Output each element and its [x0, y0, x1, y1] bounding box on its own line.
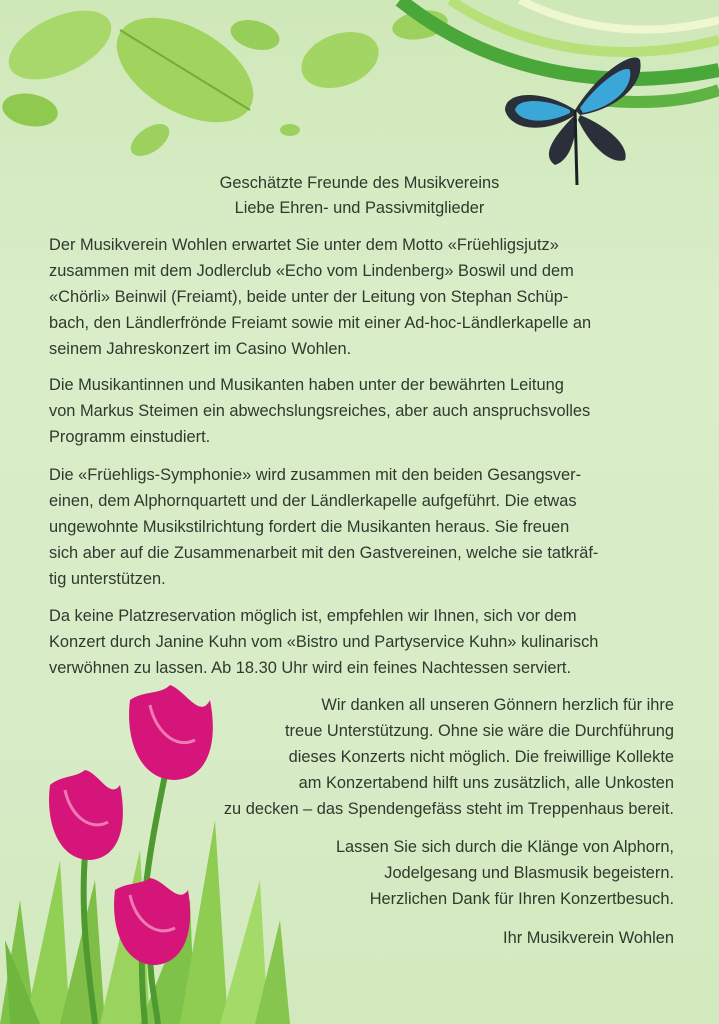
- text-line: einen, dem Alphornquartett und der Ländlerkapelle aufgeführt. Die etwas: [49, 492, 577, 510]
- text-line: Wir danken all unseren Gönnern herzlich für ihre: [321, 696, 674, 714]
- text-line: Jodelgesang und Blasmusik begeistern.: [384, 864, 674, 882]
- signature: [274, 925, 674, 951]
- text-line: von Markus Steimen ein abwechslungsreiches, aber auch anspruchsvolles: [49, 402, 591, 420]
- text-line: «Chörli» Beinwil (Freiamt), beide unter der Leitung von Stephan Schüp-: [49, 288, 569, 306]
- text-line: zusammen mit dem Jodlerclub «Echo vom Lindenberg» Boswil und dem: [49, 262, 574, 280]
- paragraph-intro: [49, 232, 674, 362]
- text-line: seinem Jahreskonzert im Casino Wohlen.: [49, 340, 352, 358]
- paragraph-thanks: [154, 692, 674, 822]
- greeting-block: [0, 170, 719, 220]
- text-line: Die Musikantinnen und Musikanten haben unter der bewährten Leitung: [49, 376, 564, 394]
- text-line: verwöhnen zu lassen. Ab 18.30 Uhr wird ein feines Nachtessen serviert.: [49, 659, 572, 677]
- tulip-icon: [49, 770, 123, 860]
- text-line: Der Musikverein Wohlen erwartet Sie unter dem Motto «Früehligsjutz»: [49, 236, 559, 254]
- text-line: sich aber auf die Zusammenarbeit mit den Gastvereinen, welche sie tatkräf-: [49, 544, 599, 562]
- text-line: dieses Konzerts nicht möglich. Die freiwillige Kollekte: [288, 748, 674, 766]
- text-line: Herzlichen Dank für Ihren Konzertbesuch.: [369, 890, 674, 908]
- text-line: zu decken – das Spendengefäss steht im Treppenhaus bereit.: [223, 800, 674, 818]
- text-line: Die «Früehligs-Symphonie» wird zusammen mit den beiden Gesangsver-: [49, 466, 582, 484]
- text-line: Da keine Platzreservation möglich ist, empfehlen wir Ihnen, sich vor dem: [49, 607, 577, 625]
- text-line: Programm einstudiert.: [49, 428, 211, 446]
- greeting-line: Geschätzte Freunde des Musikvereins: [219, 174, 500, 192]
- greeting-line: Liebe Ehren- und Passivmitglieder: [234, 199, 485, 217]
- text-line: Lassen Sie sich durch die Klänge von Alphorn,: [335, 838, 674, 856]
- signature-line: Ihr Musikverein Wohlen: [503, 929, 674, 947]
- paragraph-program: [49, 372, 674, 450]
- text-line: am Konzertabend hilft uns zusätzlich, alle Unkosten: [298, 774, 674, 792]
- text-line: Konzert durch Janine Kuhn vom «Bistro und Partyservice Kuhn» kulinarisch: [49, 633, 599, 651]
- text-line: tig unterstützen.: [49, 570, 166, 588]
- paragraph-dinner: [49, 603, 674, 681]
- text-line: ungewohnte Musikstilrichtung fordert die Musikanten heraus. Sie freuen: [49, 518, 570, 536]
- text-line: bach, den Ländlerfrönde Freiamt sowie mit einer Ad-hoc-Ländlerkapelle an: [49, 314, 592, 332]
- text-line: treue Unterstützung. Ohne sie wäre die Durchführung: [284, 722, 674, 740]
- paragraph-symphony: [49, 462, 674, 592]
- paragraph-closing: [234, 834, 674, 912]
